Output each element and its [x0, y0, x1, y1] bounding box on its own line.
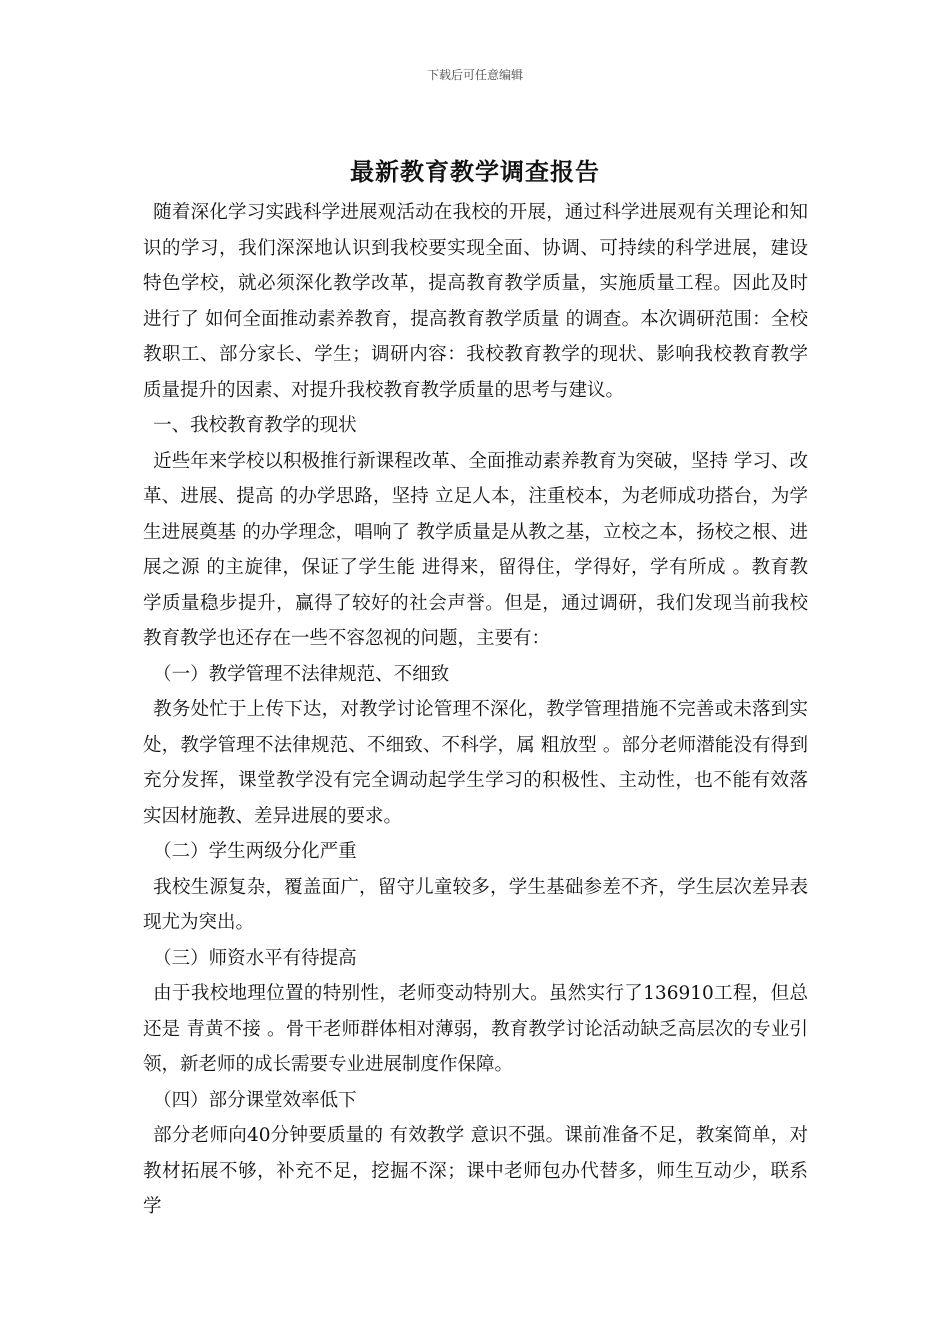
paragraph-classroom: 部分老师向40分钟要质量的 有效教学 意识不强。课前准备不足，教案简单，对教材拓展不够，补充不足，挖掘不深；课中老师包办代替多，师生互动少，联系学 [143, 1125, 808, 1217]
header-note: 下载后可任意编辑 [426, 68, 523, 82]
document-body [143, 195, 808, 1225]
section-heading-1: 一、我校教育教学的现状 [153, 415, 357, 436]
paragraph-students: 我校生源复杂，覆盖面广，留守儿童较多，学生基础参差不齐，学生层次差异表现尤为突出。 [143, 876, 808, 933]
paragraph-management: 教务处忙于上传下达，对教学讨论管理不深化，教学管理措施不完善或未落到实处，教学管理不法律规范、不细致、不科学，属 粗放型 。部分老师潜能没有得到充分发挥，课堂教学没有完全调动起学生学习的积极性、主动性，也不能有效落实因材施教、差异进展的要求。 [143, 699, 808, 827]
paragraph-status: 近些年来学校以积极推行新课程改革、全面推动素养教育为突破，坚持 学习、改革、进展、提高 的办学思路，坚持 立足人本，注重校本，为老师成功搭台，为学生进展奠基 的办学理念，唱响了 教学质量是从教之基，立校之本，扬校之根、进展之源 的主旋律，保证了学生能 进得来，留得住，学得好，学有所成 。教育教学质量稳步提升，赢得了较好的社会声誉。但是，通过调研，我们发现当前我校教育教学也还存在一些不容忽视的问题，主要有： [143, 450, 808, 649]
paragraph-teachers: 由于我校地理位置的特别性，老师变动特别大。虽然实行了136910工程，但总还是 青黄不接 。骨干老师群体相对薄弱，教育教学讨论活动缺乏高层次的专业引领，新老师的成长需要专业进展制度作保障。 [143, 983, 808, 1075]
subsection-heading-1: （一）教学管理不法律规范、不细致 [153, 663, 450, 685]
subsection-heading-2: （二）学生两级分化严重 [153, 841, 357, 862]
subsection-heading-3: （三）师资水平有待提高 [153, 947, 357, 969]
subsection-heading-4: （四）部分课堂效率低下 [153, 1089, 357, 1111]
paragraph-intro: 随着深化学习实践科学进展观活动在我校的开展，通过科学进展观有关理论和知识的学习，我们深深地认识到我校要实现全面、协调、可持续的科学进展，建设特色学校，就必须深化教学改革，提高教育教学质量，实施质量工程。因此及时进行了 如何全面推动素养教育，提高教育教学质量 的调查。本次调研范围：全校教职工、部分家长、学生；调研内容：我校教育教学的现状、影响我校教育教学质量提升的因素、对提升我校教育教学质量的思考与建议。 [143, 202, 808, 401]
document-title: 最新教育教学调查报告 [350, 157, 600, 186]
